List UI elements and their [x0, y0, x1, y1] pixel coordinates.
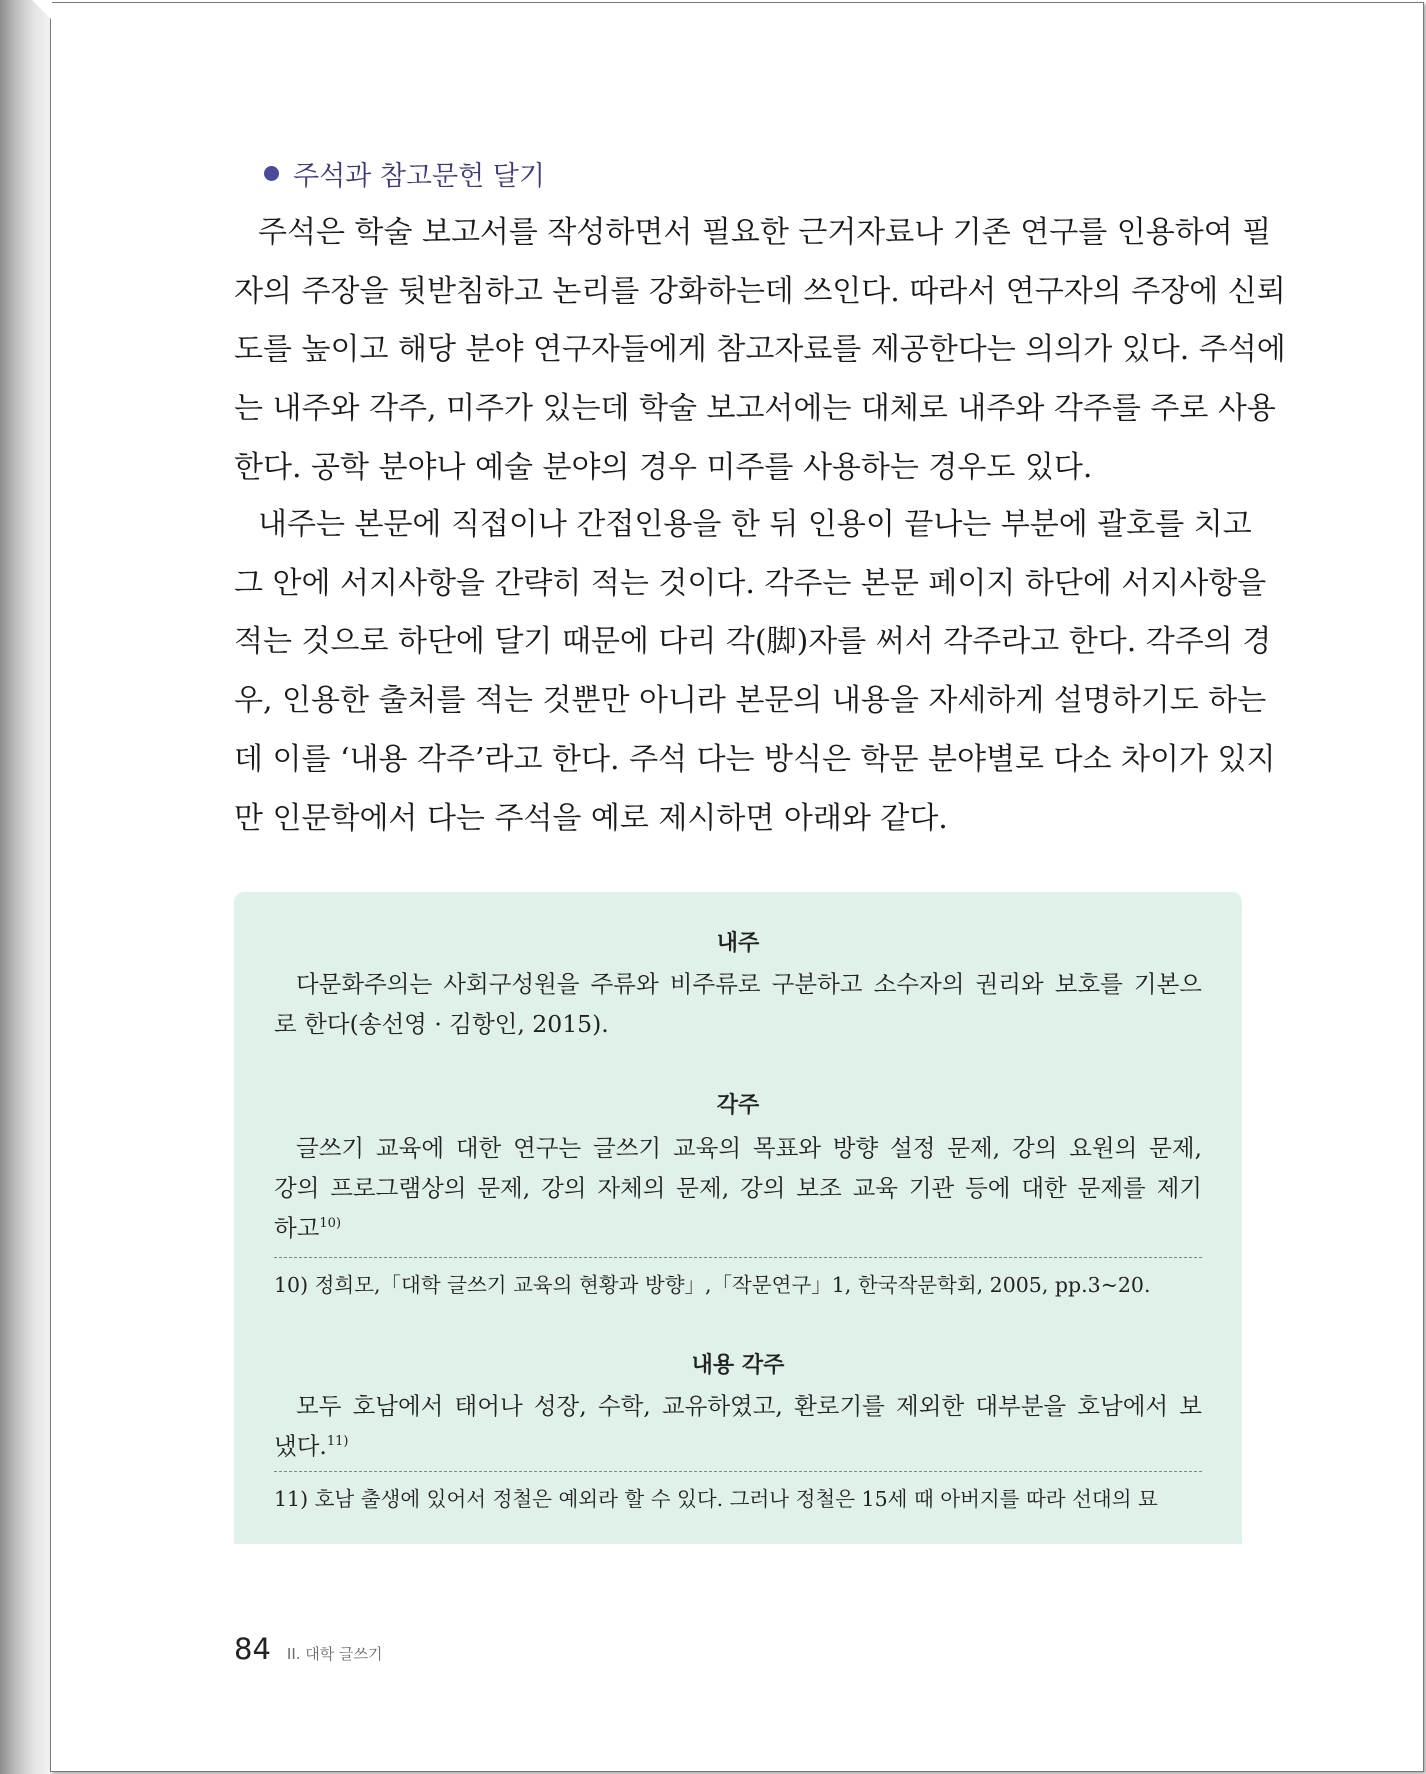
- footnote-marker: 11): [326, 1434, 349, 1450]
- example-line: [274, 1208, 1202, 1248]
- content-footnote-heading: 내용 각주: [691, 1353, 785, 1378]
- example-line: 강의 프로그램상의 문제, 강의 자체의 문제, 강의 보조 교육 기관 등에 대한 문제를 제기: [274, 1174, 1202, 1202]
- section-title: [264, 154, 545, 193]
- paragraph-2-line: 만 인문학에서 다는 주석을 예로 제시하면 아래와 같다.: [234, 800, 948, 836]
- paragraph-1-line: 자의 주장을 뒷받침하고 논리를 강화하는데 쓰인다. 따라서 연구자의 주장에 신뢰: [234, 273, 1286, 309]
- content-footnote-example: [274, 1386, 1202, 1466]
- paragraph-2-line: 데 이를 ‘내용 각주’라고 한다. 주석 다는 방식은 학문 분야별로 다소 차이가 있지: [234, 741, 1276, 777]
- paragraph-1-line: 는 내주와 각주, 미주가 있는데 학술 보고서에는 대체로 내주와 각주를 주로 사용: [234, 391, 1276, 427]
- paragraph-1-line: 주석은 학술 보고서를 작성하면서 필요한 근거자료나 기존 연구를 인용하여 필: [258, 215, 1272, 250]
- in-text-citation-heading: 내주: [716, 931, 760, 956]
- paragraph-2-line: 내주는 본문에 직접이나 간접인용을 한 뒤 인용이 끝나는 부분에 괄호를 치고: [258, 507, 1252, 542]
- example-line: [274, 1426, 1202, 1466]
- paragraph-1: [234, 204, 1286, 498]
- footnote-heading: 각주: [716, 1093, 760, 1118]
- example-line-text: 냈다.: [274, 1432, 327, 1460]
- paragraph-2-line: 우, 인용한 출처를 적는 것뿐만 아니라 본문의 내용을 자세하게 설명하기도 하는: [234, 683, 1267, 719]
- paragraph-2-line: 적는 것으로 하단에 달기 때문에 다리 각(脚)자를 써서 각주라고 한다. 각주의 경: [234, 624, 1272, 660]
- paragraph-1-line: 도를 높이고 해당 분야 연구자들에게 참고자료를 제공한다는 의의가 있다. 주석에: [234, 332, 1286, 368]
- paragraph-2-line: 그 안에 서지사항을 간략히 적는 것이다. 각주는 본문 페이지 하단에 서지사항을: [234, 565, 1267, 601]
- paragraph-1-line: 한다. 공학 분야나 예술 분야의 경우 미주를 사용하는 경우도 있다.: [234, 449, 1093, 485]
- footnote-text: 10) 정희모,「대학 글쓰기 교육의 현황과 방향」,「작문연구」1, 한국작문학회, 2005, pp.3~20.: [274, 1273, 1151, 1297]
- example-line-text: 하고: [274, 1214, 320, 1242]
- section-title-text: 주석과 참고문헌 달기: [293, 161, 545, 192]
- footnote-marker: 10): [319, 1216, 342, 1232]
- bullet-icon: [264, 166, 279, 181]
- in-text-citation-example: [274, 964, 1202, 1044]
- footnote-divider: [274, 1257, 1202, 1258]
- content-footnote-divider: [274, 1471, 1202, 1472]
- paragraph-2: [234, 496, 1276, 848]
- page-corner: [32, 0, 52, 20]
- book-spine: [0, 0, 52, 1774]
- example-line: 로 한다(송선영 · 김항인, 2015).: [274, 1010, 609, 1038]
- content-footnote-text: 11) 호남 출생에 있어서 정철은 예외라 할 수 있다. 그러나 정철은 15세 때 아버지를 따라 선대의 묘: [274, 1487, 1158, 1511]
- example-line: 모두 호남에서 태어나 성장, 수학, 교유하였고, 환로기를 제외한 대부분을 호남에서 보: [296, 1392, 1202, 1420]
- page-number: 84: [234, 1632, 271, 1666]
- example-line: 다문화주의는 사회구성원을 주류와 비주류로 구분하고 소수자의 권리와 보호를 기본으: [296, 970, 1202, 998]
- footnote-example: [274, 1128, 1202, 1248]
- chapter-label: II. 대학 글쓰기: [286, 1645, 383, 1663]
- example-line: 글쓰기 교육에 대한 연구는 글쓰기 교육의 목표와 방향 설정 문제, 강의 요원의 문제,: [296, 1134, 1202, 1162]
- page-footer: [234, 1632, 383, 1666]
- example-box: [234, 892, 1242, 1544]
